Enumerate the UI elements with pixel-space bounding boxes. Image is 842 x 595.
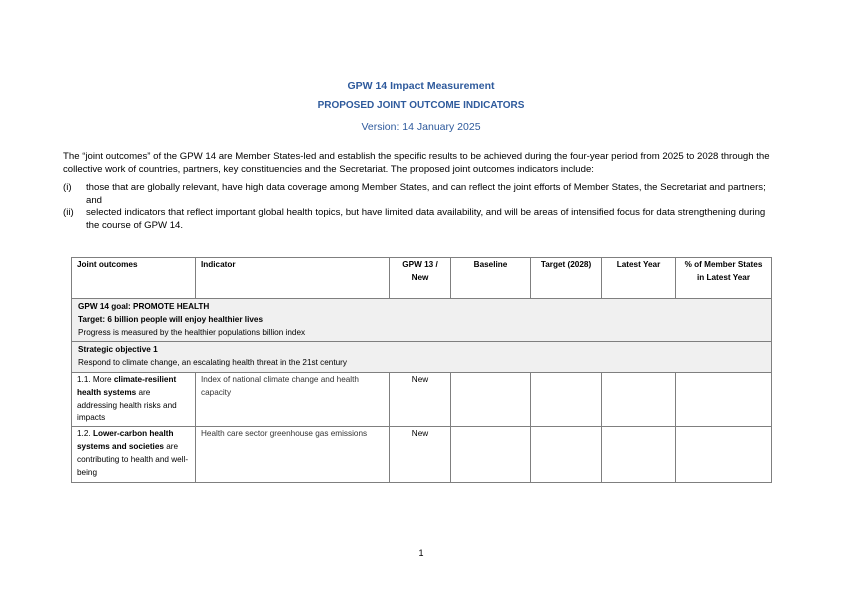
indicator-cell: Index of national climate change and health capacity [196,372,390,426]
gpw-status-cell: New [390,372,451,426]
gpw-status-cell: New [390,427,451,483]
list-item [63,207,778,232]
col-header-joint-outcomes: Joint outcomes [72,258,196,299]
pct-member-states-cell [676,427,772,483]
latest-year-cell [602,427,676,483]
joint-outcome-cell: 1.2. Lower-carbon health systems and societies are contributing to health and well-being [72,427,196,483]
col-header-target: Target (2028) [531,258,602,299]
baseline-cell [451,427,531,483]
table-header-row [72,258,772,299]
joint-outcome-cell: 1.1. More climate-resilient health systems are addressing health risks and impacts [72,372,196,426]
latest-year-cell [602,372,676,426]
objective-description: Respond to climate change, an escalating health threat in the 21st century [78,358,347,368]
target-cell [531,427,602,483]
list-item-number: (i) [63,182,72,193]
col-header-gpw13-new: GPW 13 / New [390,258,451,299]
target-cell [531,372,602,426]
col-header-baseline: Baseline [451,258,531,299]
pct-member-states-cell [676,372,772,426]
col-header-pct-member-states: % of Member States in Latest Year [676,258,772,299]
list-item [63,182,778,207]
list-item-text: those that are globally relevant, have high data coverage among Member States, and can reflect the joint efforts of Member States, the Secretariat and partners; and [86,182,766,206]
objective-title: Strategic objective 1 [78,345,158,355]
goal-row [72,299,772,342]
goal-measure: Progress is measured by the healthier populations billion index [78,327,306,337]
goal-target: Target: 6 billion people will enjoy healthier lives [78,314,264,324]
document-subtitle: PROPOSED JOINT OUTCOME INDICATORS [317,100,525,111]
indicator-criteria-list [63,182,778,232]
objective-row [72,342,772,373]
intro-paragraph: The “joint outcomes” of the GPW 14 are Member States-led and establish the specific results to be achieved during the four-year period from 2025 to 2028 through the collective work of countries, partners, key constituencies and the Secretariat. The proposed joint outcomes indicators include: [63,151,770,175]
table-row [72,427,772,483]
page-number: 1 [418,548,424,558]
col-header-indicator: Indicator [196,258,390,299]
table-row [72,372,772,426]
indicator-cell: Health care sector greenhouse gas emissions [196,427,390,483]
baseline-cell [451,372,531,426]
list-item-text: selected indicators that reflect important global health topics, but have limited data availability, and will be areas of intensified focus for data strengthening during the course of GPW 14. [86,207,766,231]
goal-title: GPW 14 goal: PROMOTE HEALTH [78,302,210,311]
indicators-table [71,257,772,483]
document-title: GPW 14 Impact Measurement [347,80,495,92]
objective-cell [72,342,772,373]
document-version: Version: 14 January 2025 [361,121,481,133]
col-header-latest-year: Latest Year [602,258,676,299]
goal-cell [72,299,772,342]
list-item-number: (ii) [63,207,74,218]
